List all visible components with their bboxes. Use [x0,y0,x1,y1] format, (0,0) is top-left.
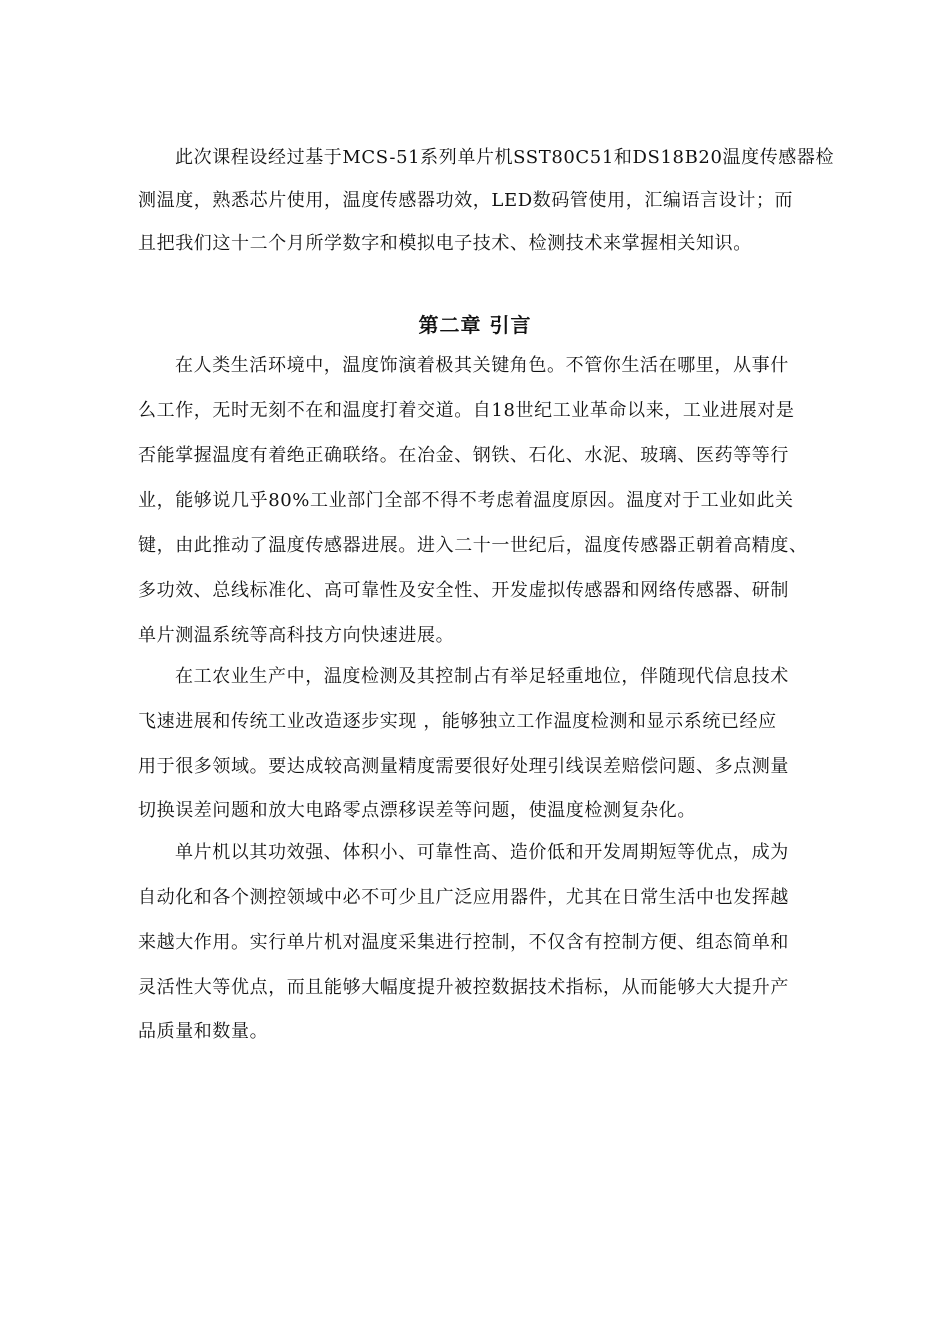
paragraph-line: 品质量和数量。 [138,1021,269,1042]
paragraph-line: 飞速进展和传统工业改造逐步实现 ，能够独立工作温度检测和显示系统已经应 [138,711,777,732]
paragraph-line: 业，能够说几乎80%工业部门全部不得不考虑着温度原因。温度对于工业如此关 [138,490,794,511]
paragraph-line: 单片机以其功效强、体积小、可靠性高、造价低和开发周期短等优点，成为 [175,842,789,863]
paragraph-line: 在工农业生产中，温度检测及其控制占有举足轻重地位，伴随现代信息技术 [175,666,789,687]
paragraph-line: 么工作，无时无刻不在和温度打着交道。自18世纪工业革命以来，工业进展对是 [138,400,795,421]
paragraph-line: 用于很多领域。要达成较高测量精度需要很好处理引线误差赔偿问题、多点测量 [138,756,789,777]
paragraph-line: 测温度，熟悉芯片使用，温度传感器功效，LED数码管使用，汇编语言设计；而 [138,190,794,211]
paragraph-line: 单片测温系统等高科技方向快速进展。 [138,625,455,646]
paragraph-line: 来越大作用。实行单片机对温度采集进行控制，不仅含有控制方便、组态简单和 [138,932,789,953]
paragraph-line: 此次课程设经过基于MCS-51系列单片机SST80C51和DS18B20温度传感器检 [175,147,835,168]
paragraph-line: 切换误差问题和放大电路零点漂移误差等问题，使温度检测复杂化。 [138,800,696,821]
paragraph-line: 键，由此推动了温度传感器进展。进入二十一世纪后，温度传感器正朝着高精度、 [138,535,808,556]
paragraph-line: 灵活性大等优点，而且能够大幅度提升被控数据技术指标，从而能够大大提升产 [138,977,789,998]
paragraph-line: 在人类生活环境中，温度饰演着极其关键角色。不管你生活在哪里，从事什 [175,355,789,376]
paragraph-line: 自动化和各个测控领域中必不可少且广泛应用器件，尤其在日常生活中也发挥越 [138,887,789,908]
chapter-heading: 第二章 引言 [418,313,532,337]
paragraph-line: 且把我们这十二个月所学数字和模拟电子技术、检测技术来掌握相关知识。 [138,233,752,254]
paragraph-line: 否能掌握温度有着绝正确联络。在冶金、钢铁、石化、水泥、玻璃、医药等等行 [138,445,789,466]
paragraph-line: 多功效、总线标准化、高可靠性及安全性、开发虚拟传感器和网络传感器、研制 [138,580,789,601]
